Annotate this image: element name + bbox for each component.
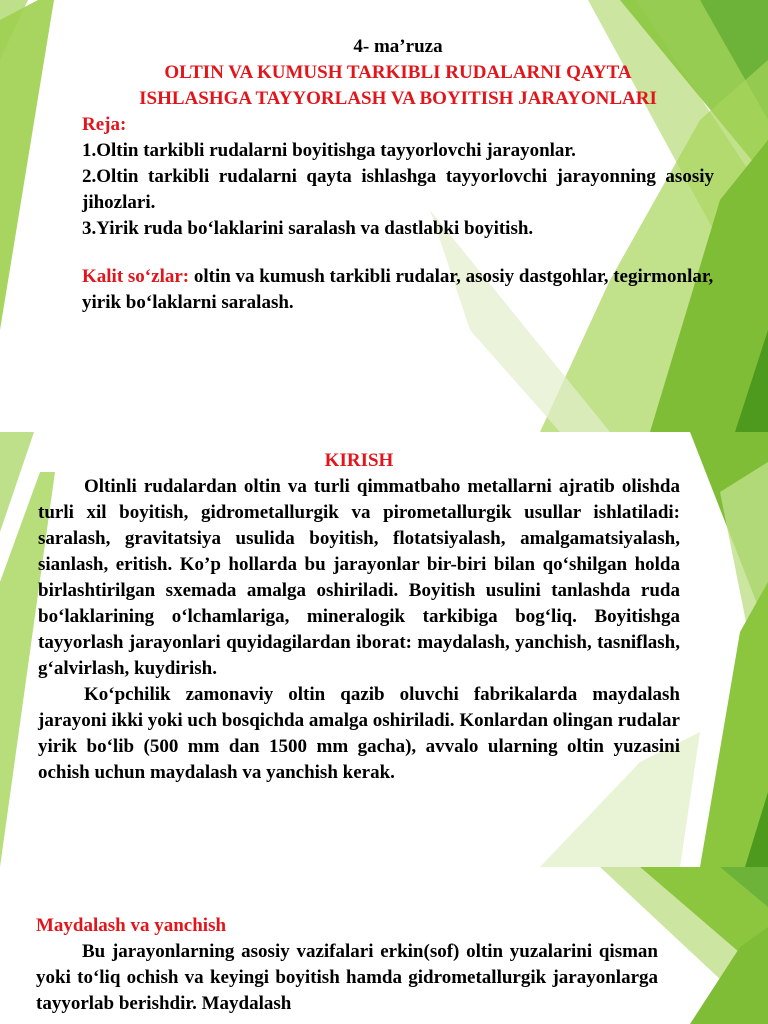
keywords-label: Kalit so‘zlar: bbox=[82, 266, 190, 287]
plan-item-2: 2.Oltin tarkibli rudalarni qayta ishlashga tayyorlovchi jarayonning asosiy jihozlari. bbox=[82, 166, 714, 213]
section-heading: Maydalash va yanchish bbox=[36, 915, 227, 936]
plan-label: Reja: bbox=[82, 114, 127, 135]
plan-item-3: 3.Yirik ruda bo‘laklarini saralash va dastlabki boyitish. bbox=[82, 218, 534, 239]
title-line-2: ISHLASHGA TAYYORLASH VA BOYITISH JARAYONLARI bbox=[139, 88, 657, 109]
keywords bbox=[82, 264, 714, 316]
crushing-paragraph-1: Bu jarayonlarning asosiy vazifalari erkin(sof) oltin yuzalarini qisman yoki to‘liq ochish va keyingi boyitish hamda gidrometallurgik jarayonlarga tayyorlab berishdir. Maydalash bbox=[36, 941, 658, 1014]
plan-item-1: 1.Oltin tarkibli rudalarni boyitishga tayyorlovchi jarayonlar. bbox=[82, 140, 576, 161]
slide-introduction bbox=[0, 432, 768, 867]
intro-paragraph-2: Ko‘pchilik zamonaviy oltin qazib oluvchi fabrikalarda maydalash jarayoni ikki yoki uch bosqichda amalga oshiriladi. Konlardan olingan rudalar yirik bo‘lib (500 mm dan 1500 mm gacha), avvalo ularning oltin yuzasini ochish uchun maydalash va yanchish kerak. bbox=[38, 684, 680, 783]
intro-paragraph-1: Oltinli rudalardan oltin va turli qimmatbaho metallarni ajratib olishda turli xil boyitish, gidrometallurgik va pirometallurgik usullar ishlatiladi: saralash, gravitatsiya usulida boyitish, flotatsiyalash, amalgamatsiyalash, sianlash, eritish. Ko’p hollarda bu jarayonlar bir-biri bilan qo‘shilgan holda birlashtirilgan sxemada amalga oshiriladi. Boyitish usulini tanlashda ruda bo‘laklarining o‘lchamlariga, mineralogik tarkibiga bog‘liq. Boyitishga tayyorlash jarayonlari quyidagilardan iborat: maydalash, yanchish, tasniflash, g‘alvirlash, kuydirish. bbox=[38, 476, 680, 679]
slide-title bbox=[0, 0, 768, 432]
keywords-text: oltin va kumush tarkibli rudalar, asosiy dastgohlar, tegirmonlar, yirik bo‘laklarni saralash. bbox=[82, 266, 714, 313]
section-heading: KIRISH bbox=[324, 450, 394, 471]
title-line-1: OLTIN VA KUMUSH TARKIBLI RUDALARNI QAYTA bbox=[164, 62, 632, 83]
slide-crushing bbox=[0, 867, 768, 1024]
lecture-number: 4- ma’ruza bbox=[353, 36, 443, 57]
